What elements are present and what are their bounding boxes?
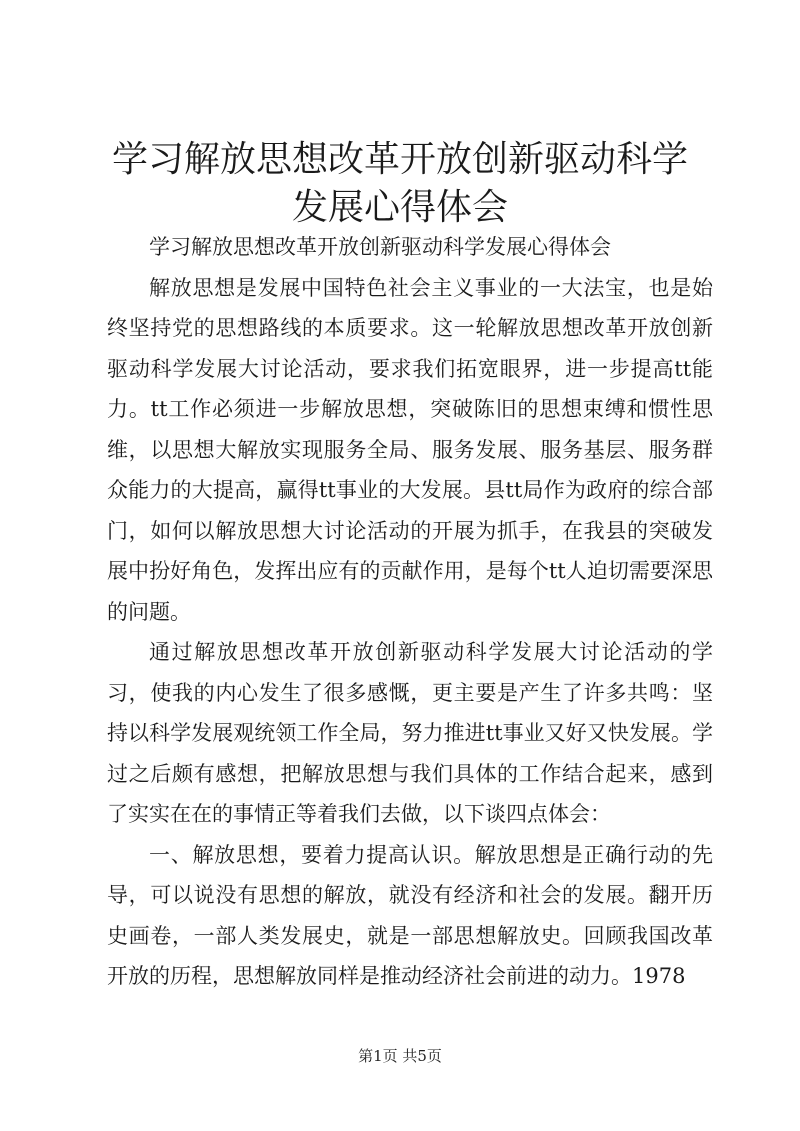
document-title: 学习解放思想改革开放创新驱动科学发展心得体会 [111,139,688,228]
paragraph-subtitle: 学习解放思想改革开放创新驱动科学发展心得体会 [149,235,611,259]
page-footer [0,1046,800,1066]
page-number-label: 第1页 共5页 [358,1047,442,1065]
paragraph: 解放思想是发展中国特色社会主义事业的一大法宝，也是始终坚持党的思想路线的本质要求。这一轮解放思想改革开放创新驱动科学发展大讨论活动，要求我们拓宽眼界，进一步提高tt能力。tt工作必须进一步解放思想，突破陈旧的思想束缚和惯性思维，以思想大解放实现服务全局、服务发展、服务基层、服务群众能力的大提高，赢得tt事业的大发展。县tt局作为政府的综合部门，如何以解放思想大讨论活动的开展为抓手，在我县的突破发展中扮好角色，发挥出应有的贡献作用，是每个tt人迫切需要深思的问题。 [107,275,713,624]
paragraph: 一、解放思想，要着力提高认识。解放思想是正确行动的先导，可以说没有思想的解放，就没有经济和社会的发展。翻开历史画卷，一部人类发展史，就是一部思想解放史。回顾我国改革开放的历程，思想解放同样是推动经济社会前进的动力。1978 [107,842,713,988]
paragraph: 通过解放思想改革开放创新驱动科学发展大讨论活动的学习，使我的内心发生了很多感慨，更主要是产生了许多共鸣：坚持以科学发展观统领工作全局，努力推进tt事业又好又快发展。学过之后颇有感想，把解放思想与我们具体的工作结合起来，感到了实实在在的事情正等着我们去做，以下谈四点体会： [107,640,713,826]
document-body [107,227,713,997]
